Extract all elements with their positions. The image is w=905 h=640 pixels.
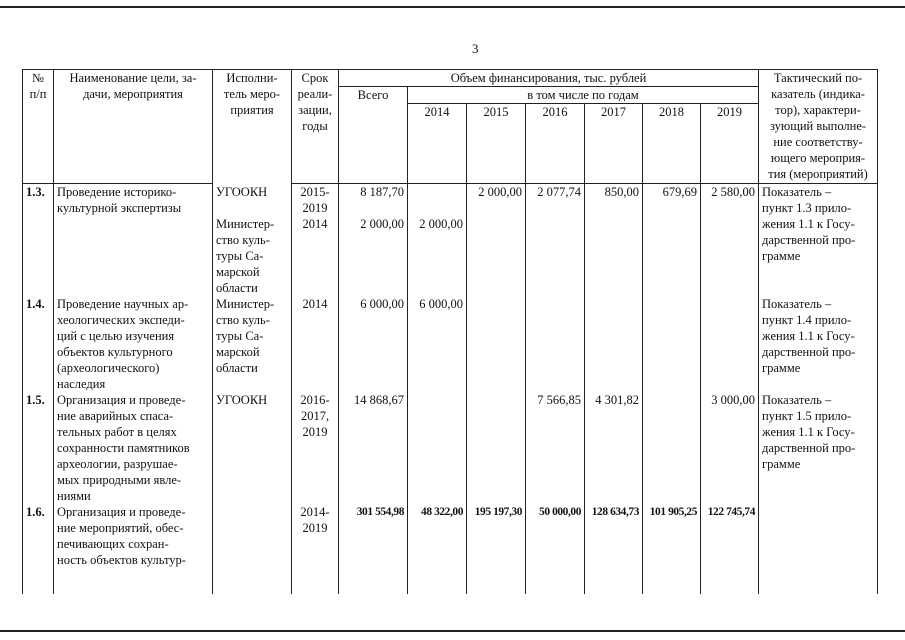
row-executor <box>213 504 292 594</box>
row-2014: 48 322,00 <box>408 504 467 594</box>
row-term: 2014- 2019 <box>292 504 339 594</box>
row-2016 <box>526 296 585 392</box>
header-term: Срок реали- зации, годы <box>292 70 339 184</box>
row-executor: Министер- ство куль- туры Са- марской области <box>213 216 292 296</box>
row-executor: УГООКН <box>213 392 292 504</box>
row-2015: 195 197,30 <box>467 504 526 594</box>
row-2019: 122 745,74 <box>701 504 759 594</box>
row-name: Организация и проведе- ние мероприятий, обес- печивающих сохран- ность объектов культур- <box>54 504 213 594</box>
row-indicator: Показатель – пункт 1.4 прило- жения 1.1 к Госу- дарственной про- грамме <box>759 296 878 392</box>
table-row <box>23 392 878 504</box>
header-year: 2018 <box>643 104 701 184</box>
row-2014: 2 000,00 <box>408 216 467 296</box>
page-number: 3 <box>472 41 479 56</box>
row-total: 6 000,00 <box>339 296 408 392</box>
row-indicator: Показатель – пункт 1.3 прило- жения 1.1 к Госу- дарственной про- грамме <box>759 184 878 297</box>
row-term: 2016- 2017, 2019 <box>292 392 339 504</box>
header-name: Наименование цели, за- дачи, мероприятия <box>54 70 213 184</box>
row-name: Организация и проведе- ние аварийных спаса- тельных работ в целях сохранности памятников археологии, разрушае- мых природными явле- ниями <box>54 392 213 504</box>
row-name: Проведение историко- культурной экспертизы <box>54 184 213 297</box>
row-2016: 2 077,74 <box>526 184 585 217</box>
row-2014 <box>408 184 467 217</box>
header-year: 2016 <box>526 104 585 184</box>
row-2017 <box>585 216 643 296</box>
row-executor: УГООКН <box>213 184 292 217</box>
row-executor: Министер- ство куль- туры Са- марской области <box>213 296 292 392</box>
table-row <box>23 504 878 594</box>
row-2015 <box>467 296 526 392</box>
row-2018 <box>643 216 701 296</box>
row-total: 14 868,67 <box>339 392 408 504</box>
row-2017: 4 301,82 <box>585 392 643 504</box>
table-row <box>23 296 878 392</box>
header-year: 2019 <box>701 104 759 184</box>
row-2019: 2 580,00 <box>701 184 759 217</box>
row-2019 <box>701 216 759 296</box>
row-2018: 679,69 <box>643 184 701 217</box>
row-2014 <box>408 392 467 504</box>
row-num: 1.4. <box>23 296 54 392</box>
row-total: 8 187,70 <box>339 184 408 217</box>
row-2019: 3 000,00 <box>701 392 759 504</box>
row-term: 2014 <box>292 216 339 296</box>
header-financing: Объем финансирования, тыс. рублей <box>339 70 759 87</box>
header-total: Всего <box>339 87 408 184</box>
row-indicator <box>759 504 878 594</box>
header-year: 2017 <box>585 104 643 184</box>
row-2014: 6 000,00 <box>408 296 467 392</box>
row-2016: 7 566,85 <box>526 392 585 504</box>
header-year: 2014 <box>408 104 467 184</box>
row-2016 <box>526 216 585 296</box>
row-term: 2014 <box>292 296 339 392</box>
header-by-years: в том числе по годам <box>408 87 759 104</box>
row-2017 <box>585 296 643 392</box>
row-name: Проведение научных ар- хеологических экспеди- ций с целью изучения объектов культурного (археологического) наследия <box>54 296 213 392</box>
header-executor: Исполни- тель меро- приятия <box>213 70 292 184</box>
header-num: № п/п <box>23 70 54 184</box>
row-2017: 850,00 <box>585 184 643 217</box>
row-total: 2 000,00 <box>339 216 408 296</box>
row-2017: 128 634,73 <box>585 504 643 594</box>
row-2015: 2 000,00 <box>467 184 526 217</box>
row-num: 1.6. <box>23 504 54 594</box>
top-border-line <box>0 6 905 8</box>
row-2015 <box>467 392 526 504</box>
row-2018 <box>643 392 701 504</box>
financing-table <box>22 69 878 594</box>
row-2018 <box>643 296 701 392</box>
header-year: 2015 <box>467 104 526 184</box>
row-2016: 50 000,00 <box>526 504 585 594</box>
header-indicator: Тактический по- казатель (индика- тор), характери- зующий выполне- ние соответству- ющего мероприя- тия (мероприятий) <box>759 70 878 184</box>
row-num: 1.5. <box>23 392 54 504</box>
row-2018: 101 905,25 <box>643 504 701 594</box>
bottom-border-line <box>0 630 905 632</box>
row-num: 1.3. <box>23 184 54 297</box>
row-total: 301 554,98 <box>339 504 408 594</box>
row-2019 <box>701 296 759 392</box>
row-indicator: Показатель – пункт 1.5 прило- жения 1.1 к Госу- дарственной про- грамме <box>759 392 878 504</box>
row-term: 2015- 2019 <box>292 184 339 217</box>
row-2015 <box>467 216 526 296</box>
table-row <box>23 184 878 217</box>
